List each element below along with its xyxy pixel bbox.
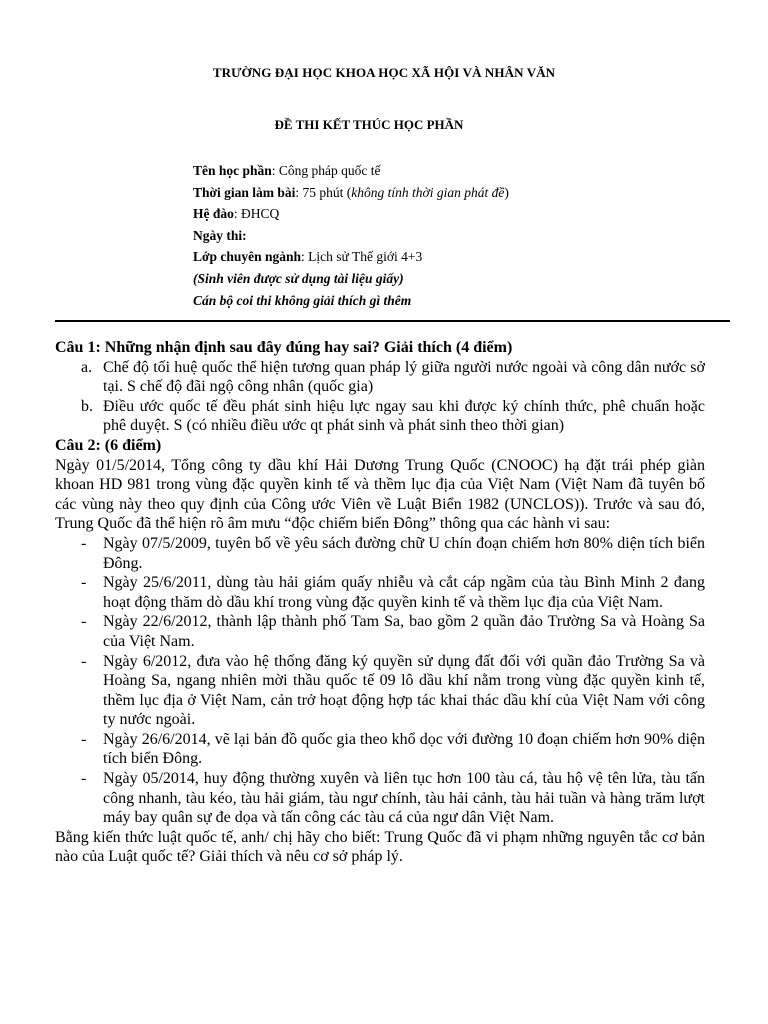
note-materials: (Sinh viên được sử dụng tài liệu giấy) xyxy=(193,270,404,286)
bullet-text: Ngày 05/2014, huy động thường xuyên và liên tục hơn 100 tàu cá, tàu hộ vệ tên lửa, tàu tấn công nhanh, tàu kéo, tàu hải giám, tàu ngư chính, tàu hải cảnh, tàu hải tuần và hàng trăm lượt máy bay quân sự đe dọa và tấn công các tàu cá của ngư dân Việt Nam. xyxy=(103,770,705,827)
university-name: TRƯỜNG ĐẠI HỌC KHOA HỌC XÃ HỘI VÀ NHÂN VĂN xyxy=(212,65,556,80)
item-text: Chế độ tối huệ quốc thể hiện tương quan pháp lý giữa người nước ngoài và công dân nước sở tại. S chế độ đãi ngộ công nhân (quốc gia) xyxy=(103,358,705,396)
course-label: Tên học phần xyxy=(193,163,272,178)
question-1-item-a xyxy=(55,358,705,397)
class-value: : Lịch sử Thế giới 4+3 xyxy=(301,249,423,265)
class-row xyxy=(193,246,509,268)
list-item xyxy=(55,769,705,828)
question-1-heading: Câu 1: Những nhận định sau đây đúng hay sai? Giải thích (4 điểm) xyxy=(55,339,513,356)
question-2-heading: Câu 2: (6 điểm) xyxy=(55,436,162,454)
exam-title: ĐỀ THI KẾT THÚC HỌC PHẦN xyxy=(274,117,464,132)
exam-info xyxy=(193,160,509,311)
time-label: Thời gian làm bài xyxy=(193,184,296,200)
bullet-text: Ngày 22/6/2012, thành lập thành phố Tam Sa, bao gồm 2 quần đảo Trường Sa và Hoàng Sa của Việt Nam. xyxy=(103,613,705,650)
time-row xyxy=(193,182,509,204)
date-label: Ngày thi: xyxy=(193,227,247,243)
time-close: ) xyxy=(504,184,509,200)
time-value: : 75 phút ( xyxy=(295,184,352,200)
bullet-dash: - xyxy=(81,574,87,592)
system-value: : ĐHCQ xyxy=(233,206,280,222)
list-item xyxy=(55,612,705,651)
class-label: Lớp chuyên ngành xyxy=(193,249,302,265)
bullet-dash: - xyxy=(81,613,87,631)
note-proctor: Cán bộ coi thi không giải thích gì thêm xyxy=(193,292,412,308)
bullet-dash: - xyxy=(81,730,87,748)
item-marker: a. xyxy=(81,358,93,376)
time-note: không tính thời gian phát đề xyxy=(351,184,505,200)
divider-line xyxy=(55,320,730,322)
system-label: Hệ đào xyxy=(193,206,234,222)
date-row xyxy=(193,225,509,247)
list-item xyxy=(55,573,705,612)
system-row xyxy=(193,203,509,225)
item-marker: b. xyxy=(81,397,93,415)
bullet-text: Ngày 07/5/2009, tuyên bố về yêu sách đường chữ U chín đoạn chiếm hơn 80% diện tích biển Đông. xyxy=(103,534,705,572)
question-2-intro: Ngày 01/5/2014, Tổng công ty dầu khí Hải Dương Trung Quốc (CNOOC) hạ đặt trái phép giàn khoan HD 981 trong vùng đặc quyền kinh tế và thềm lục địa của Việt Nam (Việt Nam đã tuyên bố các vùng này theo quy định của Công ước Viên về Luật Biển 1982 (UNCLOS)). Trước và sau đó, Trung Quốc đã thể hiện rõ âm mưu “độc chiếm biển Đông” thông qua các hành vi sau: xyxy=(55,456,705,533)
bullet-text: Ngày 25/6/2011, dùng tàu hải giám quấy nhiễu và cắt cáp ngầm của tàu Bình Minh 2 đang hoạt động thăm dò dầu khí trong vùng đặc quyền kinh tế và thềm lục địa của Việt Nam. xyxy=(103,574,705,611)
list-item xyxy=(55,534,705,573)
course-value: : Công pháp quốc tế xyxy=(271,163,381,178)
bullet-dash: - xyxy=(81,534,87,552)
exam-content xyxy=(55,338,705,867)
list-item xyxy=(55,730,705,769)
course-row xyxy=(193,160,509,182)
bullet-dash: - xyxy=(81,652,87,670)
question-2-closing: Bằng kiến thức luật quốc tế, anh/ chị hãy cho biết: Trung Quốc đã vi phạm những nguyên tắc cơ bản nào của Luật quốc tế? Giải thích và nêu cơ sở pháp lý. xyxy=(55,828,705,866)
question-1-item-b xyxy=(55,397,705,436)
bullet-dash: - xyxy=(81,770,87,788)
item-text: Điều ước quốc tế đều phát sinh hiệu lực ngay sau khi được ký chính thức, phê chuẩn hoặc phê duyệt. S (có nhiều điều ước qt phát sinh và phát sinh theo thời gian) xyxy=(103,397,705,435)
bullet-text: Ngày 6/2012, đưa vào hệ thống đăng ký quyền sử dụng đất đối với quần đảo Trường Sa và Hoàng Sa, ngang nhiên mời thầu quốc tế 09 lô dầu khí nằm trong vùng đặc quyền kinh tế, thềm lục địa ở Việt Nam, cản trở hoạt động hợp tác khai thác dầu khí của Việt Nam với công ty nước ngoài. xyxy=(103,652,705,729)
bullet-text: Ngày 26/6/2014, vẽ lại bản đồ quốc gia theo khổ dọc với đường 10 đoạn chiếm hơn 90% diện tích biển Đông. xyxy=(103,730,705,768)
list-item xyxy=(55,652,705,730)
